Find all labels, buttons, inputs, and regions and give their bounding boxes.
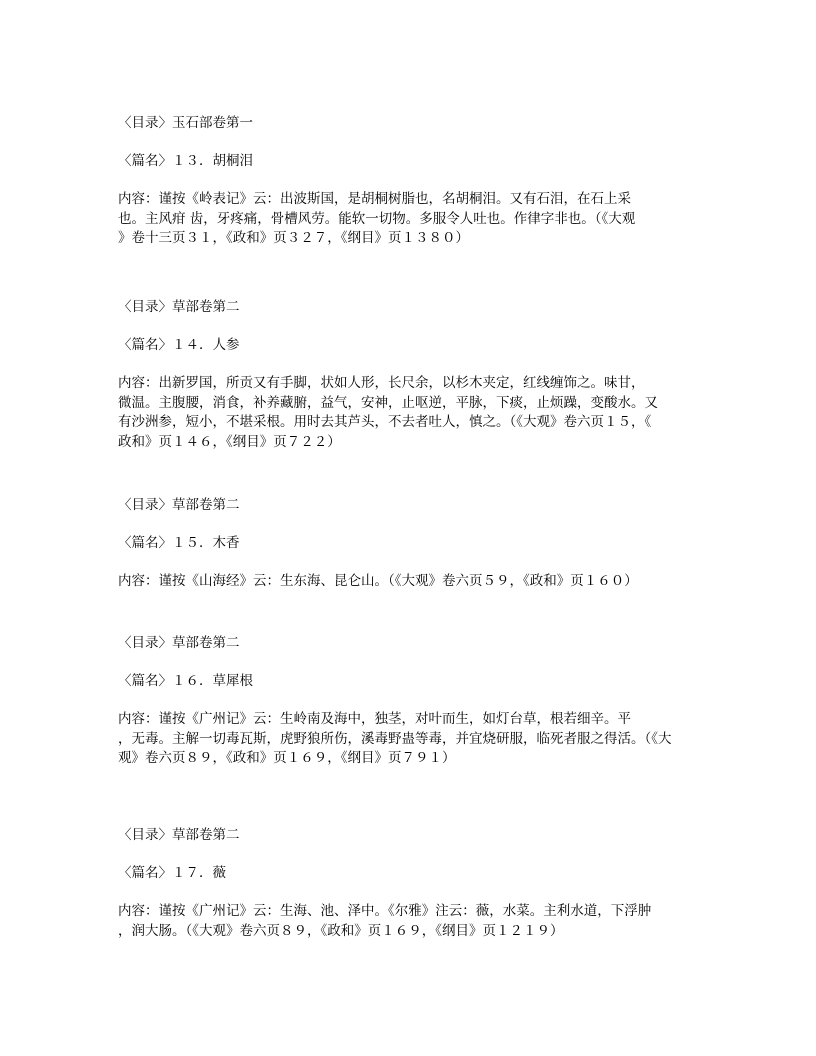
document-page	[118, 114, 678, 946]
content-line: 微温。主腹腰，消食，补养藏腑，益气，安神，止呕逆，平脉，下痰，止烦躁，变酸水。又	[118, 394, 658, 411]
content-line: 观》卷六页８９，《政和》页１６９，《纲目》页７９１）	[118, 750, 456, 766]
content-line: 》卷十三页３１，《政和》页３２７，《纲目》页１３８０）	[118, 230, 469, 246]
entry-catalog: 〈目录〉草部卷第二	[118, 299, 240, 315]
content-line: ，无毒。主解一切毒瓦斯，虎野狼所伤，溪毒野蛊等毒，并宜烧研服，临死者服之得活。（《大	[118, 730, 672, 747]
content-line: 内容：谨按《岭表记》云：出波斯国，是胡桐树脂也，名胡桐泪。又有石泪，在石上采	[118, 191, 631, 207]
entry-content	[118, 902, 678, 941]
content-line: 内容：谨按《山海经》云：生东海、昆仑山。（《大观》卷六页５９，《政和》页１６０）	[118, 573, 638, 589]
content-line: 政和》页１４６，《纲目》页７２２）	[118, 433, 341, 450]
content-line: 内容：出新罗国，所贡又有手脚，状如人形，长尺余，以杉木夹定，红线缠饰之。味甘，	[118, 375, 645, 391]
content-line: 也。主风疳 齿，牙疼痛，骨槽风劳。能软一切物。多服令人吐也。作律字非也。（《大观	[118, 210, 636, 227]
entry-title: 〈篇名〉１５．木香	[118, 535, 240, 551]
entry-16	[118, 634, 678, 826]
entry-catalog: 〈目录〉草部卷第二	[118, 827, 240, 843]
content-line: 有沙洲参，短小，不堪采根。用时去其芦头，不去者吐人，慎之。（《大观》卷六页１５，《	[118, 414, 652, 430]
entry-title: 〈篇名〉１７．薇	[118, 865, 226, 881]
entry-content	[118, 190, 678, 249]
content-line: 内容：谨按《广州记》云：生海、池、泽中。《尔雅》注云：薇，水菜。主利水道，下浮肿	[118, 903, 652, 919]
entry-catalog: 〈目录〉草部卷第二	[118, 497, 240, 513]
entry-title: 〈篇名〉１３．胡桐泪	[118, 153, 253, 169]
entry-catalog: 〈目录〉玉石部卷第一	[118, 115, 253, 131]
entry-content	[118, 710, 678, 769]
entry-17	[118, 826, 678, 946]
content-line: 内容：谨按《广州记》云：生岭南及海中，独茎，对叶而生，如灯台草，根若细辛。平	[118, 711, 631, 727]
content-line: ，润大肠。（《大观》卷六页８９，《政和》页１６９，《纲目》页１２１９）	[118, 922, 564, 939]
entry-content	[118, 374, 678, 452]
entry-title: 〈篇名〉１６．草犀根	[118, 673, 253, 689]
entry-13	[118, 114, 678, 298]
entry-content	[118, 572, 678, 592]
entry-catalog: 〈目录〉草部卷第二	[118, 635, 240, 651]
entry-title: 〈篇名〉１４．人参	[118, 337, 240, 353]
entry-14	[118, 298, 678, 496]
entry-15	[118, 496, 678, 634]
